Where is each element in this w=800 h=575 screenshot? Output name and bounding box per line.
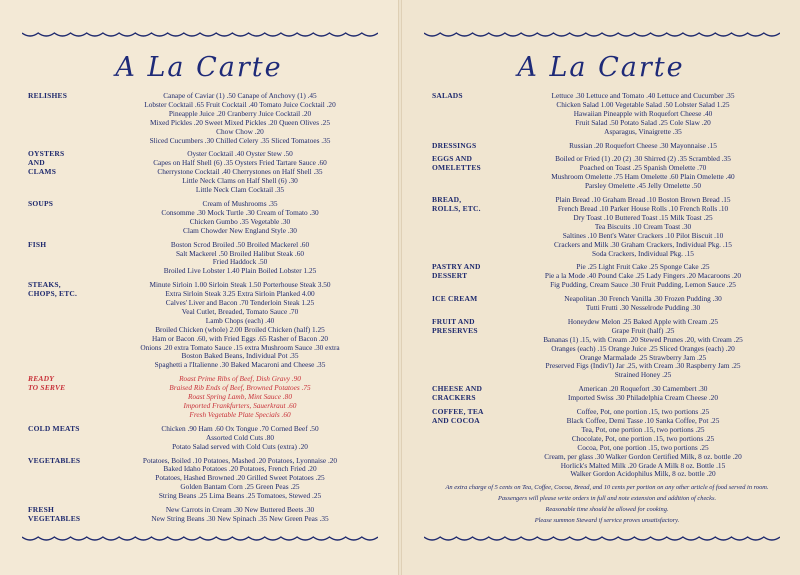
section-items: [102, 457, 378, 502]
section-label-line: RELISHES: [28, 91, 68, 100]
section-label-line: CHOPS, ETC.: [28, 289, 78, 299]
menu-section-coffee-tea-and-cocoa: [432, 408, 782, 479]
section-label-line: READY: [28, 374, 55, 384]
menu-item-line: Coffee, Pot, one portion .15, two portions .25: [576, 408, 710, 417]
page-title: A La Carte: [517, 52, 685, 83]
section-items: [102, 281, 378, 370]
menu-item-line: Clam Chowder New England Style .30: [183, 226, 297, 235]
menu-item-line: Lamb Chops (each) .40: [205, 316, 275, 325]
menu-item-line: Chocolate, Pot, one portion .15, two portions .25: [571, 434, 715, 443]
menu-item-line: Chow Chow .20: [216, 127, 264, 136]
menu-item-line: French Bread .10 Parker House Rolls .10 French Rolls .10: [557, 204, 729, 213]
menu-item-line: Fruit Salad .50 Potato Salad .25 Cole Slaw .20: [575, 118, 711, 127]
section-items: [504, 263, 782, 290]
menu-item-line: Ham or Bacon .60, with Fried Eggs .65 Rasher of Bacon .20: [151, 334, 329, 343]
menu-item-line: Chicken Gumbo .35 Vegetable .30: [189, 217, 291, 226]
menu-page-right: [402, 0, 800, 575]
section-label-line: VEGETABLES: [28, 455, 81, 465]
section-items: [102, 375, 378, 420]
section-items: [102, 200, 378, 236]
menu-item-line: Canape of Caviar (1) .50 Canape of Anchovy (1) .45: [163, 92, 317, 100]
menu-section-salads: [432, 92, 782, 137]
menu-item-line: Boiled or Fried (1) .20 (2) .30 Shirred (2) .35 Scrambled .35: [555, 155, 731, 164]
menu-item-line: Crackers and Milk .30 Graham Crackers, Individual Pkg. .15: [554, 240, 732, 249]
section-label-line: COFFEE, TEA: [432, 407, 484, 417]
menu-section-fresh-vegetables: [28, 506, 378, 524]
menu-item-line: Oyster Cocktail .40 Oyster Stew .50: [187, 150, 293, 159]
menu-item-line: Parsley Omelette .45 Jelly Omelette .50: [584, 182, 702, 191]
section-label-line: FRESH: [28, 505, 55, 515]
menu-section-relishes: [28, 92, 378, 145]
menu-item-line: Lobster Cocktail .65 Fruit Cocktail .40 Tomato Juice Cocktail .20: [144, 100, 336, 109]
menu-item-line: Oranges (each) .15 Orange Juice .25 Sliced Oranges (each) .20: [551, 344, 735, 353]
menu-page-left: [0, 0, 398, 575]
menu-item-line: Calves' Liver and Bacon .70 Tenderloin Steak 1.25: [165, 299, 315, 308]
menu-item-line: Cream of Mushrooms .35: [202, 199, 278, 208]
section-label: [28, 457, 102, 502]
section-label-line: ROLLS, ETC.: [432, 203, 481, 213]
section-label: [28, 150, 102, 195]
menu-item-line: Pie .25 Light Fruit Cake .25 Sponge Cake .25: [576, 263, 710, 272]
menu-section-fish: [28, 241, 378, 277]
section-label-line: DRESSINGS: [432, 140, 477, 150]
section-label-line: TO SERVE: [28, 383, 66, 393]
section-label-line: PASTRY AND: [432, 262, 481, 272]
menu-item-line: Strained Honey .25: [614, 371, 672, 380]
menu-content: [432, 92, 782, 528]
menu-item-line: Poached on Toast .25 Spanish Omelette .70: [579, 164, 707, 173]
section-label: [432, 92, 504, 137]
menu-item-line: Walker Gordon Acidophilus Milk, 8 oz. bottle .20: [570, 470, 716, 479]
menu-content: [28, 92, 378, 529]
menu-item-line: Mixed Pickles .20 Sweet Mixed Pickles .20 Queen Olives .25: [150, 118, 330, 127]
section-label: [28, 200, 102, 236]
menu-item-line: Golden Bantam Corn .25 Green Peas .25: [180, 483, 300, 492]
menu-item-line: New String Beans .30 New Spinach .35 New Green Peas .35: [151, 514, 329, 523]
section-label: [28, 241, 102, 277]
menu-item-line: Boston Scrod Broiled .50 Broiled Mackerel .60: [170, 240, 310, 249]
menu-item-line: Saltines .10 Bent's Water Crackers .10 Pilot Biscuit .10: [562, 231, 724, 240]
menu-item-line: New Carrots in Cream .30 New Buttered Beets .30: [165, 506, 315, 515]
menu-item-line: Dry Toast .10 Buttered Toast .15 Milk Toast .25: [573, 213, 713, 222]
section-label: [432, 142, 504, 151]
menu-item-line: Potatoes, Hashed Browned .20 Grilled Sweet Potatoes .25: [155, 474, 325, 483]
menu-section-cheese-and-crackers: [432, 385, 782, 403]
menu-item-line: Cream, per glass .30 Walker Gordon Certified Milk, 8 oz. bottle .20: [544, 452, 742, 461]
section-items: [504, 155, 782, 191]
section-label: [432, 263, 504, 290]
section-label: [432, 318, 504, 380]
menu-section-ice-cream: [432, 295, 782, 313]
menu-item-line: Broiled Chicken (whole) 2.00 Broiled Chicken (half) 1.25: [155, 325, 325, 334]
menu-item-line: String Beans .25 Lima Beans .25 Tomatoes, Stewed .25: [158, 492, 322, 501]
menu-item-line: Preserved Figs (Indiv'l) Jar .25, with Cream .30 Raspberry Jam .25: [545, 362, 741, 371]
footnote: Passengers will please write orders in full and note extension and addition of checks.: [497, 495, 717, 503]
section-items: [102, 425, 378, 452]
menu-section-eggs-and-omelettes: [432, 155, 782, 191]
section-items: [102, 92, 378, 145]
menu-item-line: Plain Bread .10 Graham Bread .10 Boston Brown Bread .15: [555, 196, 731, 205]
menu-item-line: Chicken .90 Ham .60 Ox Tongue .70 Corned Beef .50: [161, 424, 319, 433]
section-label-line: SALADS: [432, 91, 463, 100]
page-title: A La Carte: [115, 52, 283, 83]
menu-item-line: Imported Swiss .30 Philadelphia Cream Cheese .20: [568, 394, 718, 403]
menu-item-line: Roast Prime Ribs of Beef, Dish Gravy .90: [179, 375, 301, 384]
menu-item-line: Capes on Half Shell (6) .35 Oysters Fried Tartare Sauce .60: [153, 159, 327, 168]
section-label-line: CLAMS: [28, 167, 57, 177]
menu-item-line: Extra Sirloin Steak 3.25 Extra Sirloin Planked 4.00: [165, 290, 315, 299]
menu-section-bread-rolls-etc: [432, 196, 782, 258]
section-label-line: ICE CREAM: [432, 294, 478, 304]
menu-item-line: Grape Fruit (half) .25: [611, 326, 675, 335]
menu-item-line: Sliced Cucumbers .30 Chilled Celery .35 Sliced Tomatoes .35: [149, 136, 331, 145]
section-label-line: AND: [28, 158, 45, 168]
footnote: An extra charge of 5 cents on Tea, Coffee, Cocoa, Bread, and 10 cents per portion on any other article of food served in room.: [445, 484, 769, 492]
section-items: [504, 196, 782, 258]
section-label-line: PRESERVES: [432, 325, 478, 335]
menu-item-line: Little Neck Clam Cocktail .35: [195, 186, 285, 195]
section-label-line: STEAKS,: [28, 280, 61, 290]
section-label-line: FISH: [28, 239, 47, 249]
menu-item-line: Honeydew Melon .25 Baked Apple with Cream .25: [567, 317, 719, 326]
menu-item-line: Braised Rib Ends of Beef, Browned Potatoes .75: [169, 384, 311, 393]
menu-item-line: Veal Cutlet, Breaded, Tomato Sauce .70: [181, 307, 299, 316]
menu-item-line: Soda Crackers, Individual Pkg. .15: [592, 249, 694, 258]
menu-section-ready-to-serve: [28, 375, 378, 420]
menu-section-soups: [28, 200, 378, 236]
menu-item-line: Potato Salad served with Cold Cuts (extra) .20: [172, 442, 308, 451]
section-label: [28, 92, 102, 145]
footnote: Please summon Steward if service proves unsatisfactory.: [534, 517, 680, 525]
menu-item-line: Cherrystone Cocktail .40 Cherrystones on Half Shell .35: [157, 168, 323, 177]
menu-item-line: Pineapple Juice .20 Cranberry Juice Cocktail .20: [168, 109, 312, 118]
section-label-line: OMELETTES: [432, 163, 481, 173]
scalloped-border-bottom: [424, 532, 780, 542]
menu-item-line: Roast Spring Lamb, Mint Sauce .80: [188, 393, 292, 402]
menu-section-fruit-and-preserves: [432, 318, 782, 380]
menu-item-line: Black Coffee, Demi Tasse .10 Sanka Coffee, Pot .25: [566, 417, 720, 425]
menu-item-line: Cocoa, Pot, one portion .15, two portions .25: [577, 443, 709, 452]
menu-item-line: Imported Frankfurters, Sauerkraut .60: [183, 402, 297, 410]
menu-item-line: Salt Mackerel .50 Broiled Halibut Steak .60: [175, 249, 305, 258]
section-items: [504, 295, 782, 313]
menu-item-line: Assorted Cold Cuts .80: [205, 433, 275, 442]
menu-item-line: Boston Baked Beans, Individual Pot .35: [181, 352, 299, 361]
menu-item-line: Baked Idaho Potatoes .20 Potatoes, French Fried .20: [163, 465, 317, 474]
section-items: [504, 142, 782, 151]
menu-item-line: Orange Marmalade .25 Strawberry Jam .25: [579, 353, 707, 362]
scalloped-border-bottom: [22, 532, 378, 542]
menu-item-line: Bananas (1) .15, with Cream .20 Stewed Prunes .20, with Cream .25: [543, 335, 743, 344]
scalloped-border-top: [424, 28, 780, 38]
section-label: [28, 425, 102, 452]
section-label: [432, 408, 504, 479]
menu-section-oysters-and-clams: [28, 150, 378, 195]
menu-item-line: Potatoes, Boiled .10 Potatoes, Mashed .20 Potatoes, Lyonnaise .20: [142, 456, 338, 465]
section-items: [504, 385, 782, 403]
section-items: [102, 150, 378, 195]
menu-item-line: Tea, Pot, one portion .15, two portions .25: [581, 425, 705, 434]
scalloped-border-top: [22, 28, 378, 38]
footnotes: [432, 484, 782, 525]
section-label: [28, 375, 102, 420]
menu-item-line: Little Neck Clams on Half Shell (6) .30: [182, 177, 298, 186]
footnote: Reasonable time should be allowed for cooking.: [545, 506, 669, 514]
section-items: [504, 408, 782, 479]
menu-item-line: Fresh Vegetable Plate Specials .60: [189, 410, 291, 419]
menu-item-line: Fig Pudding, Cream Sauce .30 Fruit Pudding, Lemon Sauce .25: [550, 281, 736, 290]
menu-item-line: Spaghetti a l'Italienne .30 Baked Macaroni and Cheese .35: [154, 361, 326, 370]
menu-item-line: Tutti Frutti .30 Nesselrode Pudding .30: [585, 304, 701, 313]
menu-item-line: Tea Biscuits .10 Cream Toast .30: [594, 222, 692, 231]
menu-item-line: Neapolitan .30 French Vanilla .30 Frozen Pudding .30: [564, 295, 722, 304]
section-label: [432, 385, 504, 403]
section-label-line: CHEESE AND: [432, 384, 483, 394]
section-label-line: COLD MEATS: [28, 423, 80, 433]
section-items: [102, 506, 378, 524]
menu-item-line: Hawaiian Pineapple with Roquefort Cheese .40: [573, 109, 713, 118]
section-label: [28, 506, 102, 524]
menu-item-line: Chicken Salad 1.00 Vegetable Salad .50 Lobster Salad 1.25: [556, 100, 730, 109]
menu-section-vegetables: [28, 457, 378, 502]
section-label: [432, 295, 504, 313]
menu-item-line: Mushroom Omelette .75 Ham Omelette .60 Plain Omelette .40: [551, 173, 735, 182]
section-label-line: BREAD,: [432, 195, 462, 205]
menu-item-line: Lettuce .30 Lettuce and Tomato .40 Lettuce and Cucumber .35: [551, 92, 735, 100]
section-items: [102, 241, 378, 277]
section-label-line: AND COCOA: [432, 416, 480, 425]
menu-section-steaks-chops-etc: [28, 281, 378, 370]
section-label: [432, 196, 504, 258]
section-label-line: EGGS AND: [432, 154, 473, 164]
section-label: [28, 281, 102, 370]
menu-item-line: Pie a la Mode .40 Pound Cake .25 Lady Fingers .20 Macaroons .20: [544, 272, 742, 281]
menu-section-pastry-and-dessert: [432, 263, 782, 290]
section-label-line: DESSERT: [432, 271, 468, 281]
menu-item-line: Fried Haddock .50: [212, 258, 268, 267]
menu-section-cold-meats: [28, 425, 378, 452]
menu-item-line: Broiled Live Lobster 1.40 Plain Boiled Lobster 1.25: [163, 267, 317, 276]
section-items: [504, 92, 782, 137]
menu-item-line: Russian .20 Roquefort Cheese .30 Mayonnaise .15: [569, 141, 717, 150]
menu-item-line: Horlick's Malted Milk .20 Grade A Milk 8 oz. Bottle .15: [560, 461, 726, 470]
menu-item-line: Consomme .30 Mock Turtle .30 Cream of Tomato .30: [161, 208, 319, 217]
section-label-line: FRUIT AND: [432, 316, 475, 326]
section-label-line: VEGETABLES: [28, 513, 81, 523]
section-label-line: OYSTERS: [28, 149, 65, 159]
section-label-line: SOUPS: [28, 198, 54, 208]
menu-item-line: Onions .20 extra Tomato Sauce .15 extra Mushroom Sauce .30 extra: [140, 343, 340, 352]
section-items: [504, 318, 782, 380]
menu-item-line: American .20 Roquefort .30 Camembert .30: [578, 385, 708, 394]
section-label-line: CRACKERS: [432, 393, 476, 403]
menu-item-line: Asparagus, Vinaigrette .35: [604, 127, 682, 136]
menu-section-dressings: [432, 142, 782, 151]
section-label: [432, 155, 504, 191]
menu-item-line: Minute Sirloin 1.00 Sirloin Steak 1.50 Porterhouse Steak 3.50: [149, 281, 331, 290]
